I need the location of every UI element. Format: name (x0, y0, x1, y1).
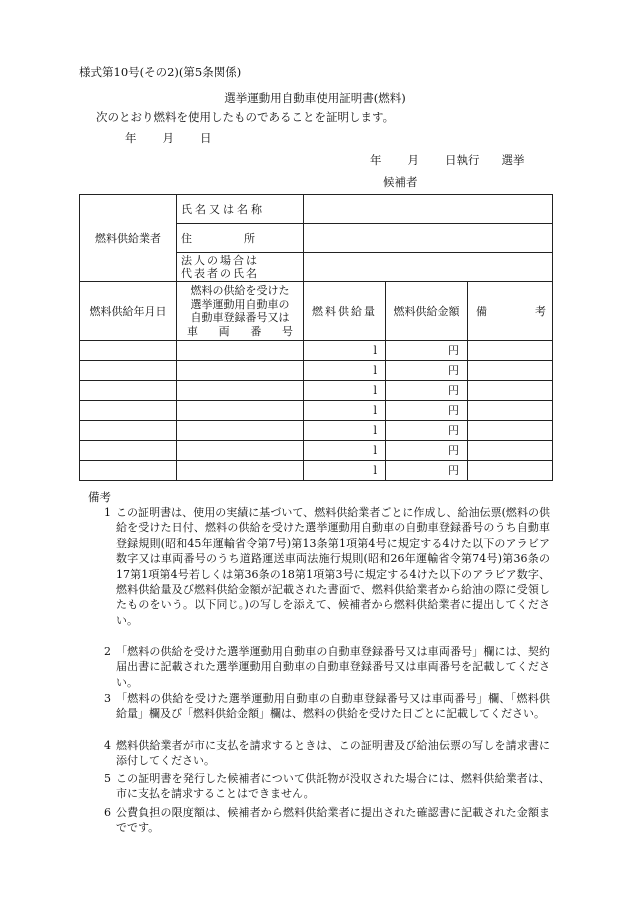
cell-remarks[interactable] (468, 381, 553, 401)
cell-remarks[interactable] (468, 461, 553, 481)
note-text: 燃料供給業者が市に支払を請求するときは、この証明書及び給油伝票の写しを請求書に添付してください。 (116, 739, 550, 768)
cell-remarks[interactable] (468, 361, 553, 381)
cell-date[interactable] (80, 461, 177, 481)
election-date (370, 152, 525, 168)
cell-date[interactable] (80, 401, 177, 421)
form-number: 様式第10号(その2)(第5条関係) (79, 65, 242, 79)
cell-quantity[interactable]: l (304, 421, 386, 441)
election-day-label: 日執行 (445, 153, 480, 167)
note-text: この証明書を発行した候補者について供託物が没収された場合には、燃料供給業者は、市に支払を請求することはできません。 (116, 772, 550, 801)
cell-quantity[interactable]: l (304, 461, 386, 481)
table-row (80, 441, 553, 461)
note-number: 3 (104, 692, 111, 705)
supplier-label: 燃料供給業者 (80, 195, 177, 282)
cell-quantity[interactable]: l (304, 361, 386, 381)
note-item (104, 505, 550, 628)
note-item (104, 771, 550, 802)
cell-vehicle[interactable] (177, 381, 304, 401)
cell-quantity[interactable]: l (304, 441, 386, 461)
notes-heading: 備考 (88, 490, 111, 504)
election-month-label: 月 (407, 153, 419, 167)
note-text: 「燃料の供給を受けた選挙運動用自動車の自動車登録番号又は車両番号」欄、「燃料供給量」欄及び「燃料供給金額」欄は、燃料の供給を受けた日ごとに記載してください。 (116, 692, 550, 721)
candidate-label: 候補者 (383, 175, 418, 189)
supplier-name-field[interactable] (304, 195, 553, 224)
date-year-label: 年 (125, 131, 137, 145)
supplier-address-field[interactable] (304, 224, 553, 253)
cell-remarks[interactable] (468, 441, 553, 461)
cell-amount[interactable]: 円 (386, 381, 468, 401)
cell-amount[interactable]: 円 (386, 441, 468, 461)
col-amount: 燃料供給金額 (386, 282, 468, 341)
note-item (104, 738, 550, 769)
election-label: 選挙 (501, 153, 525, 167)
date-day-label: 日 (200, 131, 212, 145)
supplier-name-row (80, 195, 553, 224)
certification-date (125, 130, 212, 146)
note-item (104, 691, 550, 722)
name-label: 氏名又は名称 (177, 195, 304, 224)
table-row (80, 401, 553, 421)
cell-vehicle[interactable] (177, 341, 304, 361)
cell-remarks[interactable] (468, 401, 553, 421)
column-header-row (80, 282, 553, 341)
table-row (80, 381, 553, 401)
table-row (80, 461, 553, 481)
cell-date[interactable] (80, 341, 177, 361)
cell-amount[interactable]: 円 (386, 421, 468, 441)
cell-vehicle[interactable] (177, 421, 304, 441)
intro-text: 次のとおり燃料を使用したものであることを証明します。 (96, 110, 395, 124)
note-number: 4 (104, 739, 111, 752)
note-number: 2 (104, 645, 111, 658)
note-item (104, 644, 550, 690)
table-row (80, 361, 553, 381)
cell-amount[interactable]: 円 (386, 461, 468, 481)
note-number: 1 (104, 506, 111, 519)
note-number: 5 (104, 772, 111, 785)
col-remarks: 備 考 (468, 282, 553, 341)
cell-vehicle[interactable] (177, 461, 304, 481)
date-month-label: 月 (162, 131, 174, 145)
cell-remarks[interactable] (468, 421, 553, 441)
col-quantity: 燃料供給量 (304, 282, 386, 341)
note-text: 公費負担の限度額は、候補者から燃料供給業者に提出された確認書に記載された金額までです。 (116, 806, 550, 835)
election-year-label: 年 (370, 153, 382, 167)
cell-vehicle[interactable] (177, 401, 304, 421)
table-row (80, 421, 553, 441)
table-row (80, 341, 553, 361)
note-text: この証明書は、使用の実績に基づいて、燃料供給業者ごとに作成し、給油伝票(燃料の供給を受けた日付、燃料の供給を受けた選挙運動用自動車の自動車登録番号のうち自動車登録規則(昭和45年運輸省令第7号)第13条第1項第4号に規定する4けた以下のアラビア数字又は車両番号のうち道路運送車両法施行規則(昭和26年運輸省令第74号)第36条の17第1項第4号若しくは第36条の18第1項第3号に規定する4けた以下のアラビア数字、燃料供給量及び燃料供給金額が記載された書面で、燃料供給業者から給油の際に受領したものをいう。以下同じ。)の写しを添えて、候補者から燃料供給業者に提出してください。 (116, 506, 550, 627)
cell-quantity[interactable]: l (304, 401, 386, 421)
cell-date[interactable] (80, 421, 177, 441)
cell-quantity[interactable]: l (304, 381, 386, 401)
cell-amount[interactable]: 円 (386, 401, 468, 421)
note-number: 6 (104, 806, 111, 819)
fuel-table (79, 194, 553, 481)
cell-amount[interactable]: 円 (386, 341, 468, 361)
cell-date[interactable] (80, 361, 177, 381)
cell-remarks[interactable] (468, 341, 553, 361)
col-date: 燃料供給年月日 (80, 282, 177, 341)
cell-amount[interactable]: 円 (386, 361, 468, 381)
cell-quantity[interactable]: l (304, 341, 386, 361)
cell-vehicle[interactable] (177, 361, 304, 381)
cell-date[interactable] (80, 441, 177, 461)
form-title: 選挙運動用自動車使用証明書(燃料) (224, 91, 406, 105)
note-item (104, 805, 550, 836)
address-label: 住 所 (177, 224, 304, 253)
col-vehicle: 燃料の供給を受けた 選挙運動用自動車の 自動車登録番号又は 車 両 番 号 (177, 282, 304, 341)
supplier-representative-field[interactable] (304, 253, 553, 282)
note-text: 「燃料の供給を受けた選挙運動用自動車の自動車登録番号又は車両番号」欄には、契約届出書に記載された選挙運動用自動車の自動車登録番号又は車両番号を記載してください。 (116, 645, 550, 689)
cell-vehicle[interactable] (177, 441, 304, 461)
representative-label: 法人の場合は 代表者の氏名 (177, 253, 304, 282)
cell-date[interactable] (80, 381, 177, 401)
